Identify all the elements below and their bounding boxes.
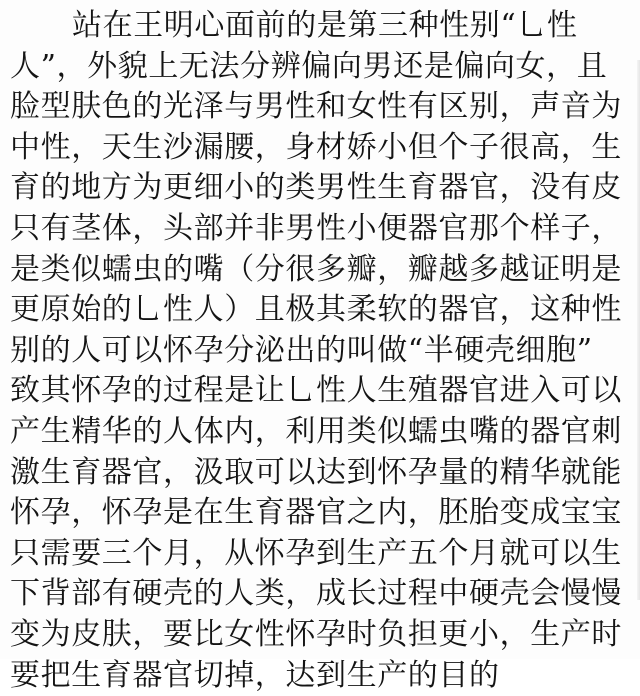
text-line: 人”，外貌上无法分辨偏向男还是偏向女，且 xyxy=(10,47,632,88)
text-line: 站在王明心面前的是第三种性别“乚性 xyxy=(10,6,632,47)
text-line: 致其怀孕的过程是让乚性人生殖器官进入可以 xyxy=(10,371,632,412)
text-line: 脸型肤色的光泽与男性和女性有区别，声音为 xyxy=(10,87,632,128)
text-line: 更原始的乚性人）且极其柔软的器官，这种性 xyxy=(10,290,632,331)
text-line: 激生育器官，汲取可以达到怀孕量的精华就能 xyxy=(10,453,632,494)
text-line: 怀孕，怀孕是在生育器官之内，胚胎变成宝宝 xyxy=(10,493,632,534)
text-line: 变为皮肤，要比女性怀孕时负担更小，生产时 xyxy=(10,615,632,656)
text-line: 是类似蠕虫的嘴（分很多瓣，瓣越多越证明是 xyxy=(10,250,632,291)
text-line: 只需要三个月，从怀孕到生产五个月就可以生 xyxy=(10,534,632,575)
text-line: 别的人可以怀孕分泌出的叫做“半硬壳细胞” xyxy=(10,331,632,372)
text-line: 只有茎体，头部并非男性小便器官那个样子， xyxy=(10,209,632,250)
text-line: 要把生育器官切掉，达到生产的目的 xyxy=(10,656,632,696)
text-line: 产生精华的人体内，利用类似蠕虫嘴的器官刺 xyxy=(10,412,632,453)
text-line: 下背部有硬壳的人类，成长过程中硬壳会慢慢 xyxy=(10,574,632,615)
text-line: 中性，天生沙漏腰，身材娇小但个子很高，生 xyxy=(10,128,632,169)
paragraph xyxy=(10,6,632,696)
text-line: 育的地方为更细小的类男性生育器官，没有皮 xyxy=(10,168,632,209)
